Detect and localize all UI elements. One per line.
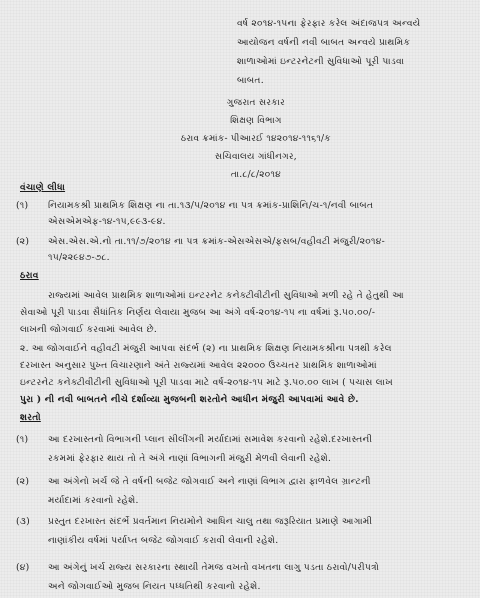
place: સચિવાલય ગાંધીનગર, <box>214 151 297 162</box>
condition-line: આ દરખાસ્તનો વિભાગની પ્લાન સીલીંગની મર્યાદામાં સમાવેશ કરવાનો રહેશે.દરખાસ્તની <box>48 434 373 445</box>
resolution-paragraph-line: દરખાસ્ત અનુસાર પુખ્ત વિચારણાને અંતે રાજ્યમાં આવેલ ૨૨૦૦૦ ઉચ્ચતર પ્રાથમિક શાળાઓમાં <box>20 360 377 371</box>
resolution-paragraph-line: ઇન્ટરનેટ કનેક્ટીવીટીની સુવિધાઓ પૂરી પાડવા માટે વર્ષ-૨૦૧૪-૧૫ માટે રૂ.૫૦.૦૦ લાખ ( પચાસ લાખ <box>20 377 393 388</box>
condition-number: (૪) <box>16 562 30 573</box>
resolution-paragraph-line: રાજ્યમાં આવેલ પ્રાથમિક શાળાઓમાં ઇન્ટરનેટ કનેક્ટીવીટીની સુવિધાઓ મળી રહે તે હેતુથી આ <box>48 290 404 301</box>
resolution-paragraph-line: લાખની જોગવાઈ કરવામાં આવેલ છે. <box>20 324 157 335</box>
state-name: ગુજરાત સરકાર <box>226 97 285 108</box>
condition-line: આ અંગેનું ખર્ચ રાજ્ય સરકારના સ્થાયી તેમજ વખતો વખતના લાગુ પડતા ઠરાવો/પરીપત્રો <box>48 562 380 573</box>
resolution-paragraph-line: પુરા ) ની નવી બાબતને નીચે દર્શાવ્યા મુજબની શરતોને આધીન મંજુરી આપવામાં આવે છે. <box>20 394 359 405</box>
resolution-date: તા.૮/૮/૨૦૧૪ <box>230 169 281 180</box>
condition-line: પ્રસ્તુત દરખાસ્ત સંદર્ભે પ્રવર્તમાન નિયમોને આધિન ચાલુ તથા જરૂરિયાત પ્રમાણે આગામી <box>48 516 373 527</box>
resolution-paragraph-line: સેવાઓ પૂરી પાડવા સૈધાંતિક નિર્ણય લેવાયા મુજબ આ અંગે વર્ષ-૨૦૧૪-૧૫ ના વર્ષમાં રૂ.૫૦.૦૦/- <box>20 307 376 318</box>
subject-line: બાબત. <box>237 75 264 86</box>
subject-line: આયોજન વર્ષની નવી બાબત અન્વયે પ્રાથમિક <box>237 37 411 48</box>
resolution-paragraph-line: ૨. આ જોગવાઈને વહીવટી મંજુરી આપવા સંદર્ભ (૨) ના પ્રાથમિક શિક્ષણ નિયામકશ્રીના પત્રથી કરેલ <box>20 343 392 354</box>
read-item-number: (૧) <box>16 200 29 211</box>
read-item-line: ૧૫/૨૨૯૪૭-૭૮. <box>48 252 110 263</box>
condition-number: (૧) <box>16 434 29 445</box>
condition-line: રકમમાં ફેરફાર થાય તો તે અંગે નાણાં વિભાગની મંજુરી મેળવી લેવાની રહેશે. <box>48 453 332 464</box>
condition-line: મર્યાદામાં કરવાનો રહેશે. <box>48 495 139 506</box>
conditions-section-title: શરતો <box>20 412 41 423</box>
read-item-line: એસ.એસ.એ.નો તા.૧૧/૭/૨૦૧૪ ના પત્ર ક્રમાંક-એસએસએ/ફસબ/વહીવટી મંજુરી/૨૦૧૪- <box>48 236 385 247</box>
condition-number: (૩) <box>16 516 30 527</box>
read-item-line: એસએમએફ-૧૪-૧૫,૯૯૩-૯૪. <box>48 216 166 227</box>
resolution-section-title: ઠરાવ <box>20 270 39 281</box>
condition-line: નાણાંકીય વર્ષમાં પર્યાપ્ત બજેટ જોગવાઈ કરાવી લેવાની રહેશે. <box>48 535 279 546</box>
condition-line: આ અંગેનો ખર્ચ જે તે વર્ષની બજેટ જોગવાઈ અને નાણાં વિભાગ દ્વારા ફાળવેલ ગ્રાન્ટની <box>48 476 371 487</box>
read-item-line: નિયામકશ્રી પ્રાથમિક શિક્ષણ ના તા.૧૩/૫/૨૦૧૪ ના પત્ર ક્રમાંક-પ્રાશિનિ/ચ-૧/નવી બાબત <box>48 200 374 211</box>
condition-number: (૨) <box>16 476 30 487</box>
condition-line: અને જોગવાઈઓ મુજબ નિયત પધ્ધતિથી કરવાનો રહેશે. <box>48 581 261 592</box>
subject-block <box>237 14 473 90</box>
resolution-number: ઠરાવ ક્રમાંક- પીઆરઈ ૧૪૨૦૧૪-૧૧૬૧/ક <box>180 133 331 144</box>
read-section-title: વંચાણે લીધા <box>20 182 66 193</box>
subject-line: વર્ષ ૨૦૧૪-૧૫ના ફેરફાર કરેલ અંદાજપત્ર અન્વયે <box>237 18 421 29</box>
subject-line: શાળાઓમાં ઇન્ટરનેટની સુવિધાઓ પૂરી પાડવા <box>237 56 405 67</box>
department-name: શિક્ષણ વિભાગ <box>230 115 282 126</box>
read-item-number: (૨) <box>16 236 30 247</box>
